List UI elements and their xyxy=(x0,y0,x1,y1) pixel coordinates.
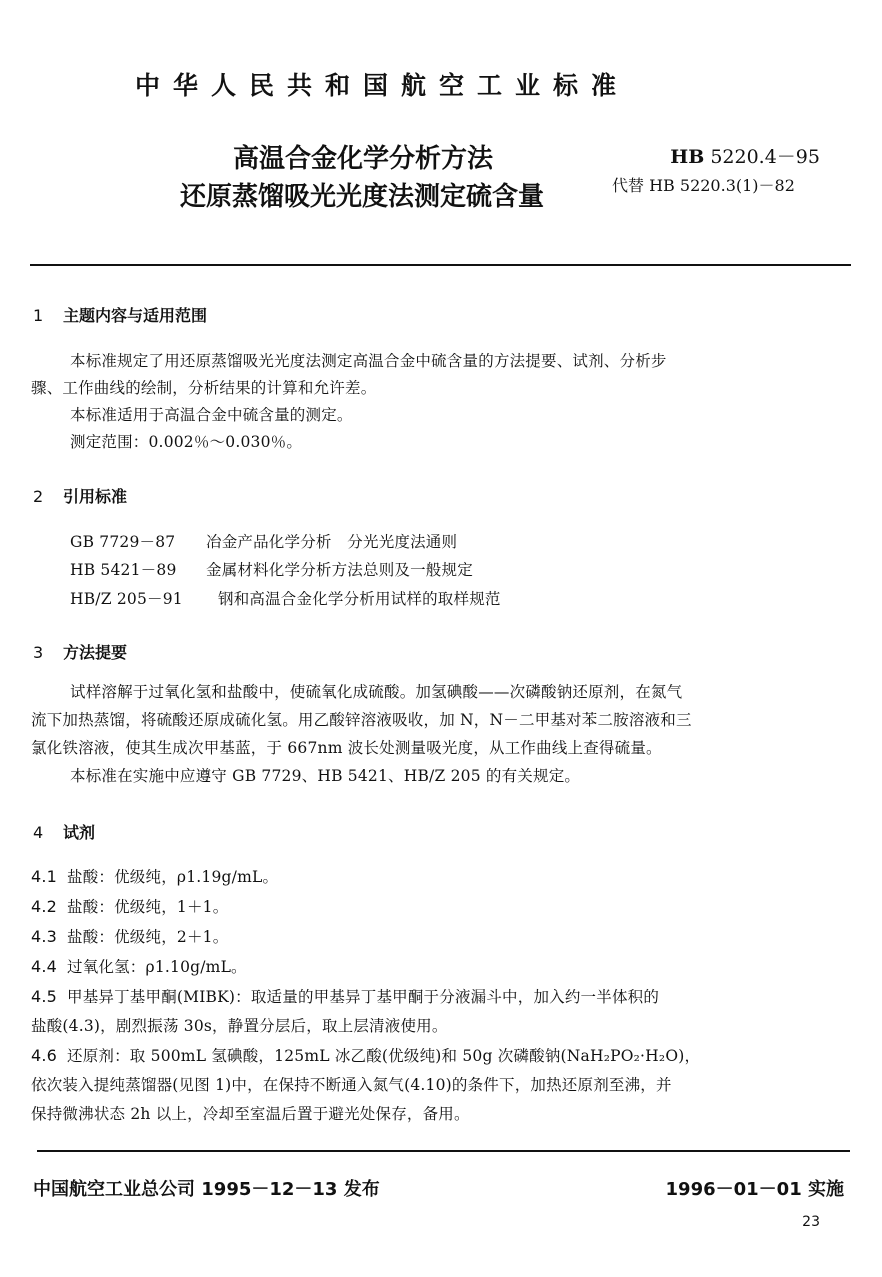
reagent-text: 盐酸：优级纯，ρ1.19g/mL。 xyxy=(67,868,279,886)
section-1-paragraph-line: 测定范围：0.002％～0.030％。 xyxy=(70,433,303,451)
replaces-code: 代替 HB 5220.3(1)－82 xyxy=(612,176,795,195)
effective-date: 1996－01－01 实施 xyxy=(665,1179,844,1200)
footer-divider xyxy=(37,1150,850,1152)
section-title: 试剂 xyxy=(63,823,96,842)
standard-code-prefix: HB xyxy=(670,146,705,168)
page-number: 23 xyxy=(802,1214,820,1230)
reagent-number: 4.5 xyxy=(31,987,58,1006)
section-number: 4 xyxy=(33,823,44,842)
section-1-paragraph-line: 本标准规定了用还原蒸馏吸光光度法测定高温合金中硫含量的方法提要、试剂、分析步 xyxy=(70,352,667,370)
reference-title: 冶金产品化学分析 分光光度法通则 xyxy=(206,533,458,551)
section-title: 方法提要 xyxy=(63,643,128,662)
section-1-paragraph-line: 骤、工作曲线的绘制，分析结果的计算和允许差。 xyxy=(31,379,377,397)
section-title: 主题内容与适用范围 xyxy=(63,306,208,325)
standard-code xyxy=(670,142,820,169)
reagent-item xyxy=(31,925,228,947)
reagent-text: 盐酸：优级纯，1＋1。 xyxy=(67,898,229,916)
reference-title: 金属材料化学分析方法总则及一般规定 xyxy=(206,561,473,579)
section-3-heading xyxy=(33,640,127,663)
reference-code: HB 5421－89 xyxy=(70,561,177,579)
section-2-heading xyxy=(33,484,127,507)
header-divider xyxy=(30,264,851,266)
reference-title: 钢和高温合金化学分析用试样的取样规范 xyxy=(218,590,501,608)
reagent-item xyxy=(31,895,228,917)
reagent-continuation: 依次装入提纯蒸馏器(见图 1)中，在保持不断通入氮气(4.10)的条件下，加热还原剂至沸，并 xyxy=(31,1076,672,1094)
reagent-text: 盐酸：优级纯，2＋1。 xyxy=(67,928,229,946)
reference-row xyxy=(70,530,457,552)
reference-code: GB 7729－87 xyxy=(70,533,176,551)
reference-code: HB/Z 205－91 xyxy=(70,590,183,608)
reagent-text: 过氧化氢：ρ1.10g/mL。 xyxy=(67,958,247,976)
section-1-paragraph-line: 本标准适用于高温合金中硫含量的测定。 xyxy=(70,406,353,424)
issue-info: 中国航空工业总公司 1995－12－13 发布 xyxy=(33,1179,380,1200)
reagent-number: 4.4 xyxy=(31,957,58,976)
section-3-paragraph-line: 试样溶解于过氧化氢和盐酸中，使硫氧化成硫酸。加氢碘酸——次磷酸钠还原剂，在氮气 xyxy=(70,683,683,701)
standard-type-heading: 中华人民共和国航空工业标准 xyxy=(135,71,630,100)
reagent-text: 还原剂：取 500mL 氢碘酸，125mL 冰乙酸(优级纯)和 50g 次磷酸钠(NaH₂PO₂·H₂O)， xyxy=(67,1047,701,1065)
standard-code-number: 5220.4－95 xyxy=(710,146,820,168)
reference-row xyxy=(70,558,473,580)
reagent-number: 4.1 xyxy=(31,867,58,886)
section-title: 引用标准 xyxy=(63,487,128,506)
section-number: 3 xyxy=(33,643,44,662)
reagent-number: 4.2 xyxy=(31,897,58,916)
section-4-heading xyxy=(33,820,95,843)
reagent-number: 4.6 xyxy=(31,1046,58,1065)
reagent-text: 甲基异丁基甲酮(MIBK)：取适量的甲基异丁基甲酮于分液漏斗中，加入约一半体积的 xyxy=(67,988,660,1006)
reagent-item xyxy=(31,955,247,977)
reagent-item xyxy=(31,865,278,887)
document-title-line1: 高温合金化学分析方法 xyxy=(233,144,494,174)
section-3-paragraph-line: 流下加热蒸馏，将硫酸还原成硫化氢。用乙酸锌溶液吸收，加 N，N－二甲基对苯二胺溶液和三 xyxy=(31,711,692,729)
reference-row xyxy=(70,587,501,609)
section-3-paragraph-line: 氯化铁溶液，使其生成次甲基蓝，于 667nm 波长处测量吸光度，从工作曲线上查得硫量。 xyxy=(31,739,662,757)
section-number: 1 xyxy=(33,306,44,325)
document-title-line2: 还原蒸馏吸光光度法测定硫含量 xyxy=(180,182,545,212)
section-number: 2 xyxy=(33,487,44,506)
reagent-continuation: 保持微沸状态 2h 以上，冷却至室温后置于避光处保存，备用。 xyxy=(31,1105,470,1123)
reagent-item xyxy=(31,985,659,1007)
reagent-item xyxy=(31,1044,700,1066)
reagent-continuation: 盐酸(4.3)，剧烈振荡 30s，静置分层后，取上层清液使用。 xyxy=(31,1017,448,1035)
reagent-number: 4.3 xyxy=(31,927,58,946)
section-3-paragraph-line: 本标准在实施中应遵守 GB 7729、HB 5421、HB/Z 205 的有关规定。 xyxy=(70,767,581,785)
section-1-heading xyxy=(33,303,207,326)
